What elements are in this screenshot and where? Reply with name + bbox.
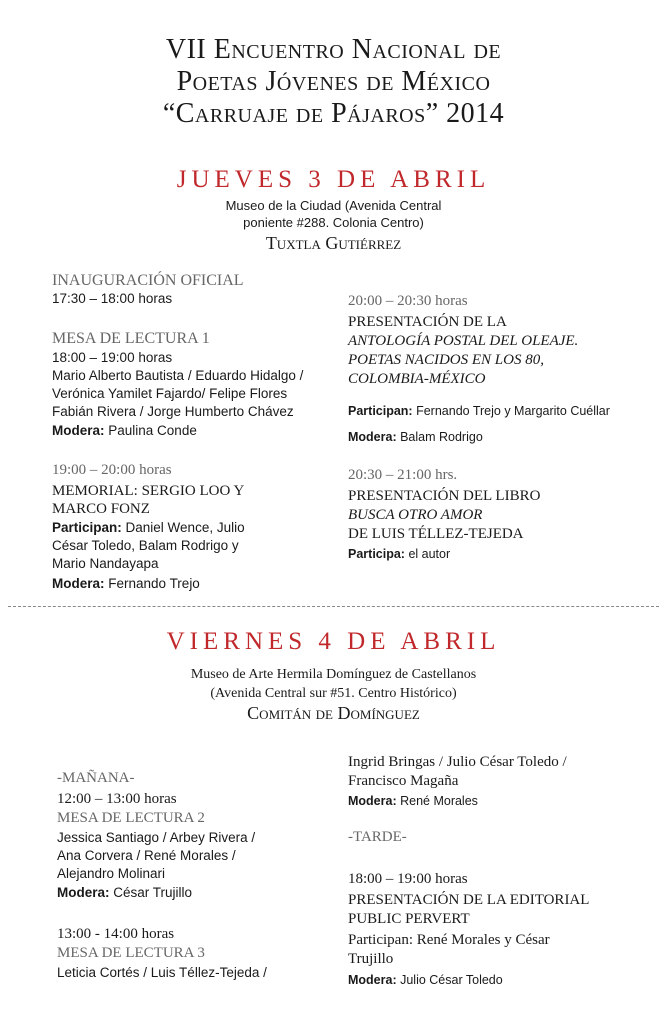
memorial-participants-2: César Toledo, Balam Rodrigo y xyxy=(52,538,239,553)
moderator-label: Modera: xyxy=(57,885,110,900)
editorial-title-1: PRESENTACIÓN DE LA EDITORIAL xyxy=(348,892,590,908)
inauguration-time: 17:30 – 18:00 horas xyxy=(52,291,173,306)
mesa1-moderator xyxy=(52,422,197,440)
mesa2-readers-2: Ana Corvera / René Morales / xyxy=(57,848,236,863)
moderator-name: Paulina Conde xyxy=(104,423,197,438)
participants-names: el autor xyxy=(404,547,451,561)
participants-names: Fernando Trejo y Margarito Cuéllar xyxy=(412,404,610,418)
moderator-label: Modera: xyxy=(348,973,397,987)
mesa3-title: MESA DE LECTURA 3 xyxy=(57,945,205,961)
moderator-label: Modera: xyxy=(52,423,105,438)
mesa1-readers-3: Fabián Rivera / Jorge Humberto Chávez xyxy=(52,404,294,419)
memorial-participants-1 xyxy=(52,519,245,537)
book-participants xyxy=(348,545,450,563)
morning-label: -MAÑANA- xyxy=(57,770,135,786)
moderator-name: René Morales xyxy=(396,794,478,808)
mesa1-readers-1: Mario Alberto Bautista / Eduardo Hidalgo / xyxy=(52,368,304,383)
memorial-title-2: MARCO FONZ xyxy=(52,501,150,517)
anthology-title-2: ANTOLOGÍA POSTAL DEL OLEAJE. xyxy=(348,333,579,349)
afternoon-label: -TARDE- xyxy=(348,829,407,845)
anthology-title-1: PRESENTACIÓN DE LA xyxy=(348,314,507,330)
mesa3-moderator xyxy=(348,792,478,810)
editorial-title-2: PUBLIC PERVERT xyxy=(348,911,470,927)
editorial-participants-1: Participan: René Morales y César xyxy=(348,932,550,948)
participants-names: Daniel Wence, Julio xyxy=(121,520,245,535)
participants-label: Participa: xyxy=(348,547,405,561)
section-divider xyxy=(8,606,659,607)
memorial-moderator xyxy=(52,575,200,593)
friday-venue-line-1: Museo de Arte Hermila Domínguez de Castellanos xyxy=(190,667,477,682)
book-title-3: DE LUIS TÉLLEZ-TEJEDA xyxy=(348,526,524,542)
anthology-time: 20:00 – 20:30 horas xyxy=(348,293,468,309)
mesa2-moderator xyxy=(57,884,192,902)
thursday-city: Tuxtla Gutiérrez xyxy=(265,233,402,253)
moderator-name: Balam Rodrigo xyxy=(396,430,483,444)
mesa2-time: 12:00 – 13:00 horas xyxy=(57,791,177,807)
moderator-label: Modera: xyxy=(348,794,397,808)
memorial-time: 19:00 – 20:00 horas xyxy=(52,462,172,478)
inauguration-title: INAUGURACIÓN OFICIAL xyxy=(52,272,244,289)
anthology-participants xyxy=(348,402,610,420)
anthology-title-4: COLOMBIA-MÉXICO xyxy=(348,371,486,387)
participants-label: Participan: xyxy=(348,404,413,418)
mesa3-readers-1: Leticia Cortés / Luis Téllez-Tejeda / xyxy=(57,965,267,980)
anthology-moderator xyxy=(348,428,483,446)
participants-label: Participan: xyxy=(52,520,122,535)
title-line-2: Poetas Jóvenes de México xyxy=(176,66,491,97)
thursday-venue-line-2: poniente #288. Colonia Centro) xyxy=(243,215,424,230)
book-title-1: PRESENTACIÓN DEL LIBRO xyxy=(348,488,541,504)
mesa1-readers-2: Verónica Yamilet Fajardo/ Felipe Flores xyxy=(52,386,288,401)
editorial-participants-2: Trujillo xyxy=(348,951,394,967)
title-line-1: VII Encuentro Nacional de xyxy=(165,34,502,65)
mesa3-time: 13:00 - 14:00 horas xyxy=(57,926,175,942)
mesa2-readers-3: Alejandro Molinari xyxy=(57,866,166,881)
mesa3-readers-2: Ingrid Bringas / Julio César Toledo / xyxy=(348,754,567,770)
memorial-participants-3: Mario Nandayapa xyxy=(52,556,159,571)
friday-city: Comitán de Domínguez xyxy=(247,703,420,723)
book-time: 20:30 – 21:00 hrs. xyxy=(348,467,458,483)
anthology-title-3: POETAS NACIDOS EN LOS 80, xyxy=(348,352,544,368)
moderator-name: César Trujillo xyxy=(109,885,193,900)
mesa3-readers-3: Francisco Magaña xyxy=(348,773,459,789)
editorial-time: 18:00 – 19:00 horas xyxy=(348,871,468,887)
moderator-label: Modera: xyxy=(52,576,105,591)
friday-heading: VIERNES 4 DE ABRIL xyxy=(166,628,501,655)
moderator-name: Fernando Trejo xyxy=(104,576,200,591)
mesa1-title: MESA DE LECTURA 1 xyxy=(52,330,210,347)
memorial-title-1: MEMORIAL: SERGIO LOO Y xyxy=(52,483,245,499)
mesa2-title: MESA DE LECTURA 2 xyxy=(57,810,205,826)
mesa1-time: 18:00 – 19:00 horas xyxy=(52,350,173,365)
book-title-2: BUSCA OTRO AMOR xyxy=(348,507,483,523)
editorial-moderator xyxy=(348,971,503,989)
mesa2-readers-1: Jessica Santiago / Arbey Rivera / xyxy=(57,830,256,845)
thursday-venue-line-1: Museo de la Ciudad (Avenida Central xyxy=(225,198,442,213)
friday-venue-line-2: (Avenida Central sur #51. Centro Histórico) xyxy=(210,686,457,701)
moderator-label: Modera: xyxy=(348,430,397,444)
moderator-name: Julio César Toledo xyxy=(396,973,503,987)
thursday-heading: JUEVES 3 DE ABRIL xyxy=(176,166,491,193)
title-line-3: “Carruaje de Pájaros” 2014 xyxy=(162,98,505,129)
